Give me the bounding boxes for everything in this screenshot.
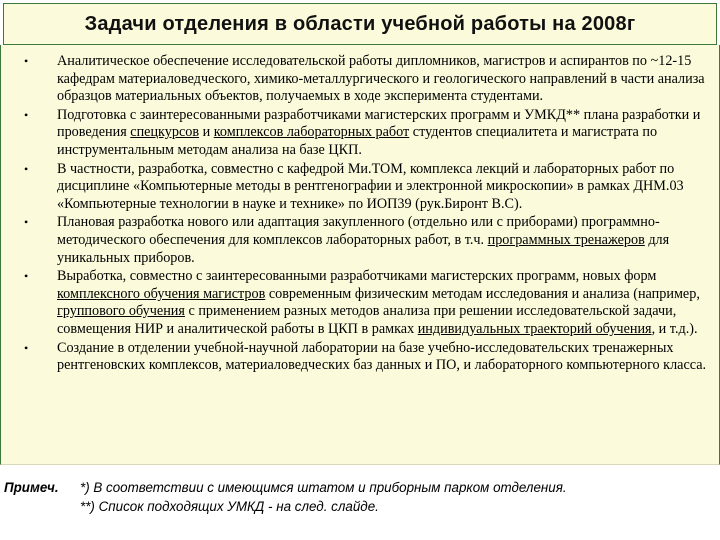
bullet-dot-icon: • [24,269,29,284]
underlined-term: комплексов лабораторных работ [213,124,410,141]
bullet-text: , и т.д.). [651,320,698,337]
footnote-label: Примеч. [4,480,59,495]
bullet-item [1,268,720,338]
underlined-term: спецкурсов [130,124,200,141]
bullet-dot-icon: • [24,161,29,176]
bullet-list [1,53,720,376]
bullet-text: Подготовка с заинтересованными разработчиками магистерских программ и УМКД** плана разработки и проведения [57,106,701,141]
bullet-item [1,107,720,160]
bullet-dot-icon: • [24,107,29,122]
footnote-2: **) Список подходящих УМКД - на след. слайде. [80,499,379,514]
bullet-item [1,161,720,214]
bullet-text: Аналитическое обеспечение исследовательской работы дипломников, магистров и аспирантов по ~12-15 кафедрам материаловедческого, химико-металлургического и геологического направлений в части анализа образцов материальных объектов, получаемых в ходе экспериментa студентами. [57,53,705,105]
bullet-text: В частности, разработка, совместно с кафедрой Ми.ТОМ, комплекса лекций и лабораторных работ по дисциплине «Компьютерные методы в рентгенографии и электронной микроскопии» в рамках ДНМ.03 «Компьютерные технологии в науке и технике» по ИОП39 (рук.Биронт В.С). [57,160,684,212]
bullet-item [1,340,720,375]
bullet-dot-icon: • [24,54,29,68]
bullet-dot-icon: • [24,340,29,355]
underlined-term: индивидуальных траекторий обучения [417,320,652,337]
underlined-term: программных тренажеров [487,231,645,248]
footnote-row-2 [0,497,720,516]
bullet-text: Плановая разработка нового или адаптация закупленного (отдельно или с приборами) программно-методического обеспечения для комплексов лабораторных работ, в т.ч. [57,214,660,248]
title-bar [3,3,717,45]
underlined-term: группового обучения [57,303,185,320]
bullet-dot-icon: • [24,215,29,230]
bullet-text: для уникальных приборов. [57,231,670,266]
slide-title: Задачи отделения в области учебной работы на 2008г [84,12,636,35]
bullet-text: студентов специалитета и магистратa по инструментальным методам анализа на базе ЦКП. [57,124,658,158]
bullet-text: и [199,124,214,141]
bullet-item [1,53,720,106]
content-panel [0,45,720,465]
bullet-text: Создание в отделении учебной-научной лаборатории на базе учебно-исследовательских тренажерных рентгеновских комплексов, материаловедческих баз данных и ПО, и лабораторного компьютерного класса. [57,339,707,374]
underlined-term: комплексного обучения магистров [57,285,266,302]
footnote-1: *) В соответствии с имеющимся штатом и приборным парком отделения. [80,480,567,495]
bullet-item [1,214,720,267]
bullet-text: с применением разных методов анализа при решении исследовательской задачи, совмещения НИР и аналитической работы в ЦКП в рамках [57,303,677,337]
bullet-text: современным физическим методам исследования и анализа (например, [265,285,700,302]
footnotes [0,478,720,516]
bullet-text: Выработка, совместно с заинтересованными разработчиками магистерских программ, новых форм [57,268,657,285]
footnote-row-1 [0,478,720,497]
